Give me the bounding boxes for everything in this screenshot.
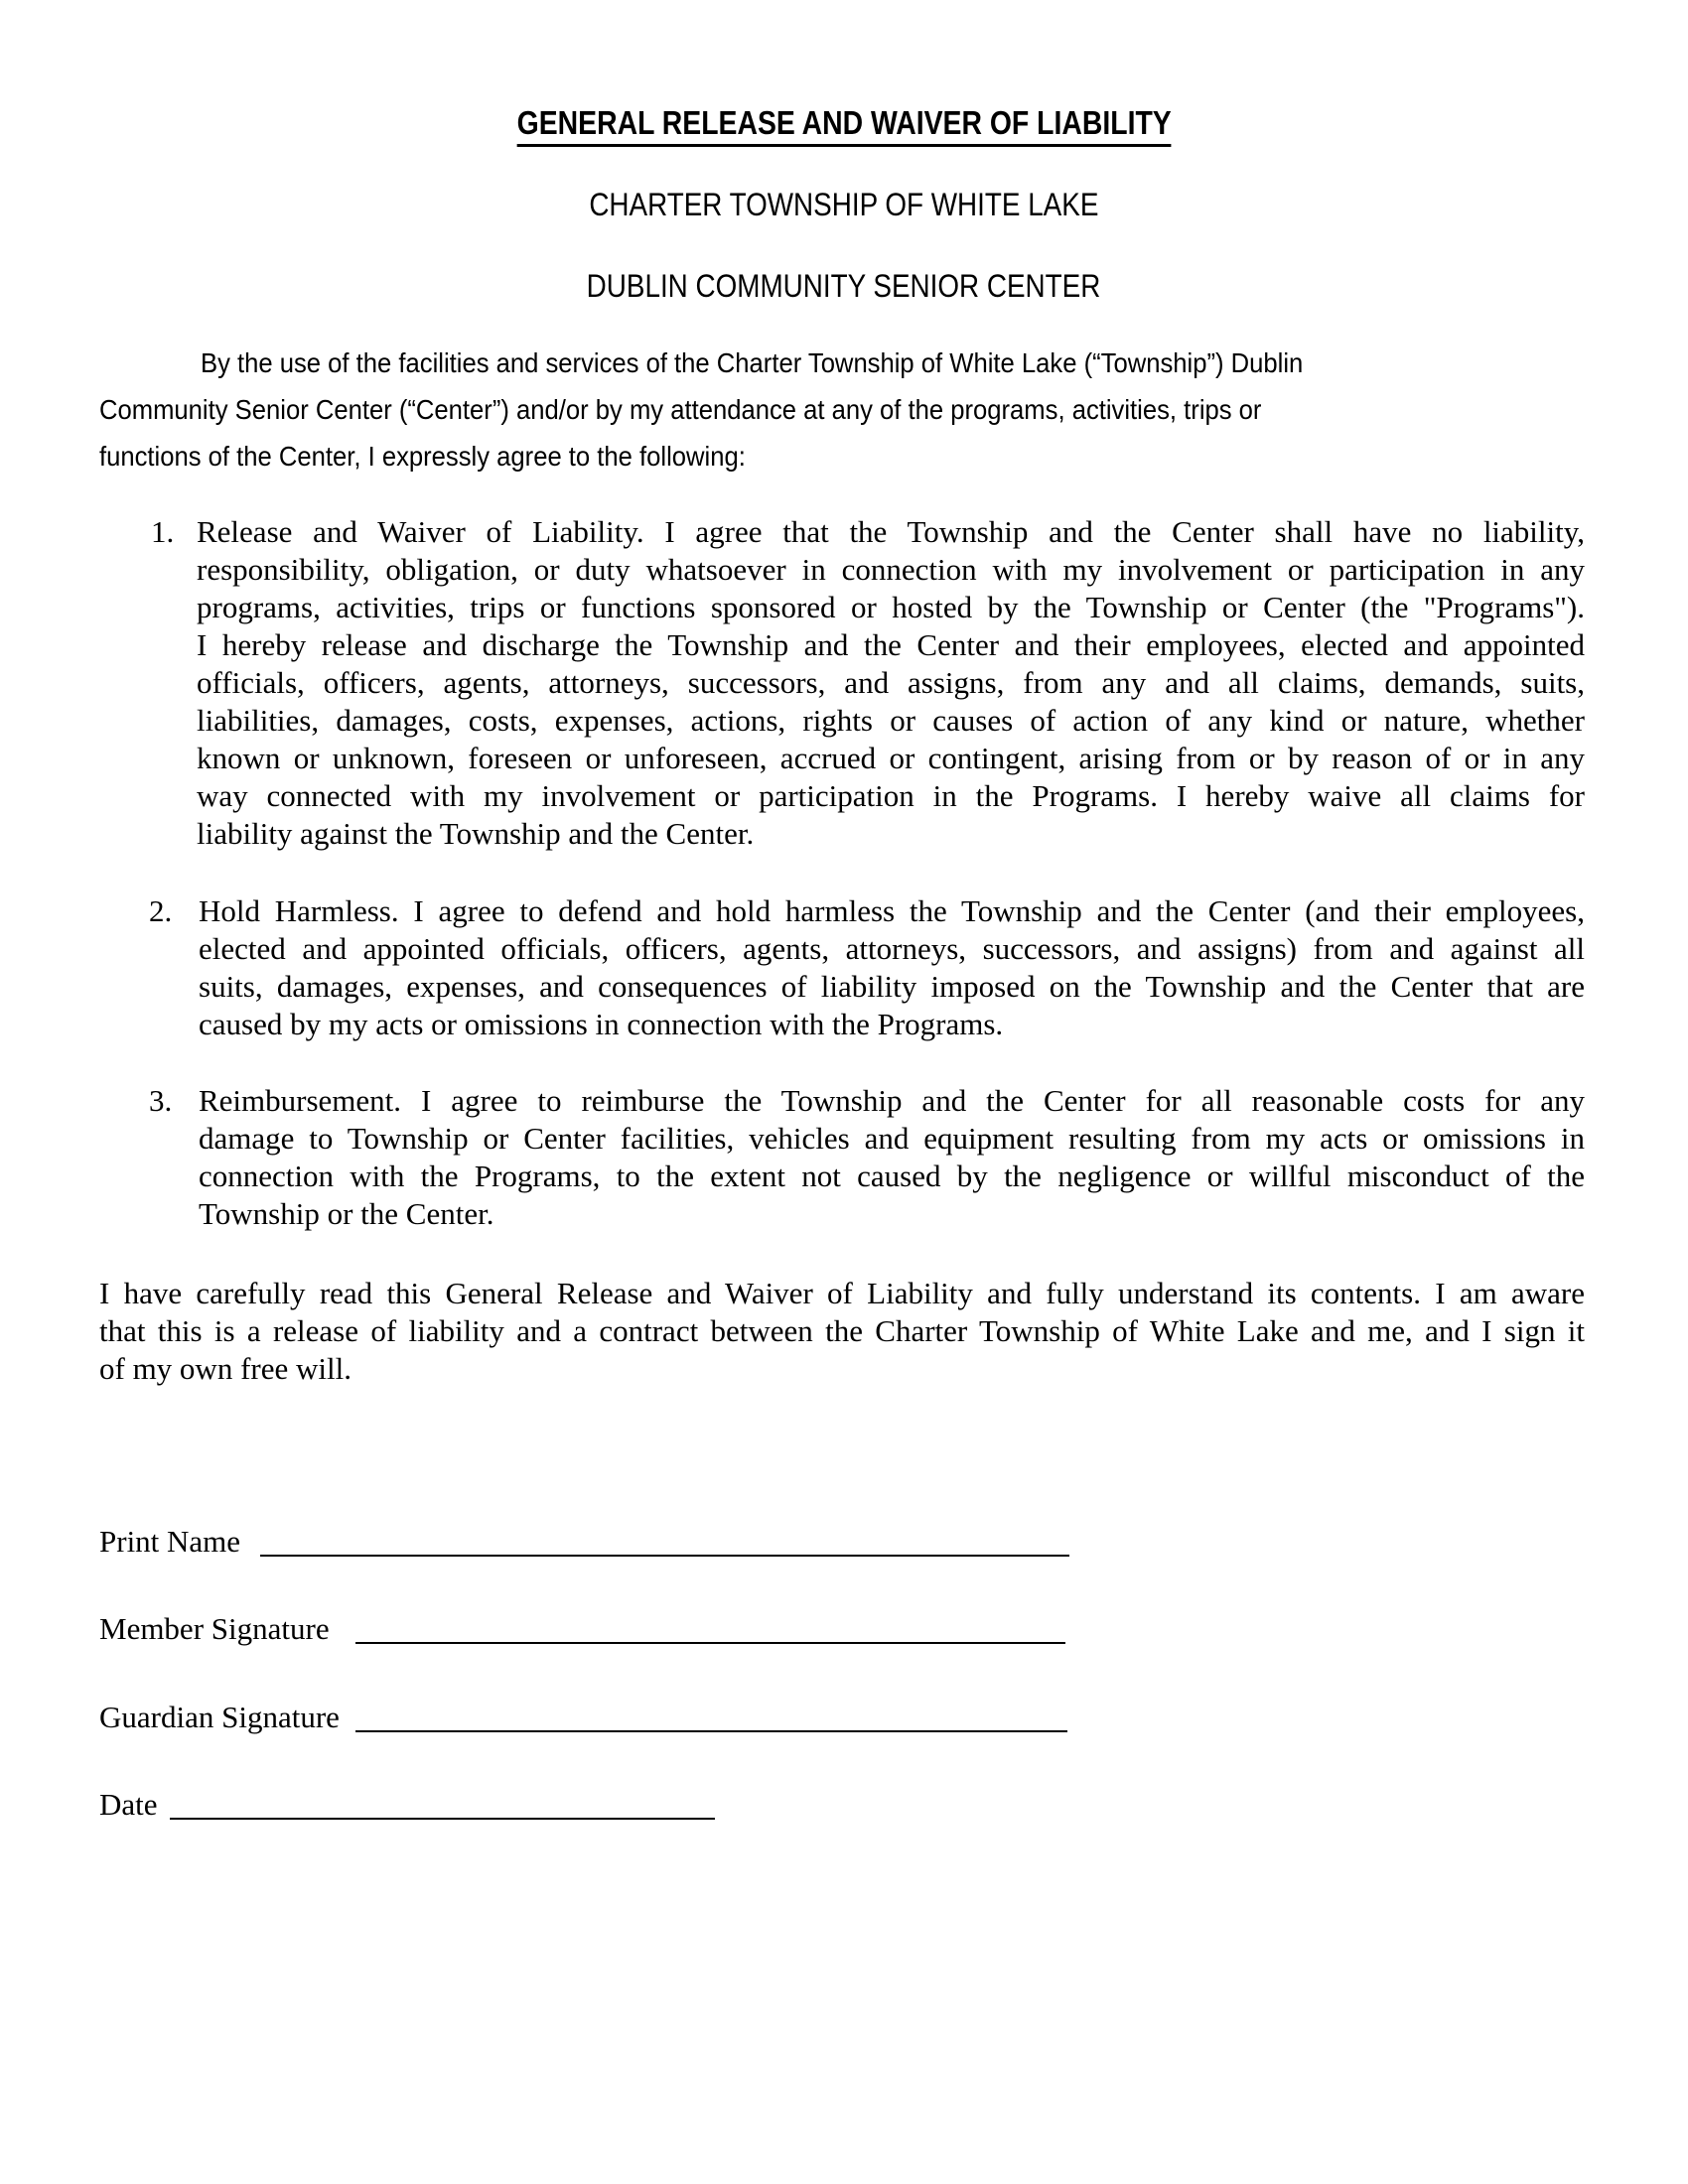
print-name-field[interactable] (99, 1521, 1072, 1561)
senior-center-heading: DUBLIN COMMUNITY SENIOR CENTER (587, 268, 1101, 304)
clause-line: elected and appointed officials, officers, agents, attorneys, successors, and assigns) from and against all (199, 931, 1585, 966)
intro-line: By the use of the facilities and services of the Charter Township of White Lake (“Township”) Dublin (201, 347, 1304, 378)
date-input-line[interactable] (170, 1818, 715, 1820)
intro-paragraph (99, 340, 1589, 488)
clause-line: officials, officers, agents, attorneys, successors, and assigns, from any and all claims, demands, suits, (197, 665, 1585, 700)
acknowledgement-line: that this is a release of liability and a contract between the Charter Township of White Lake and me, and I sign it (99, 1313, 1585, 1348)
township-heading: CHARTER TOWNSHIP OF WHITE LAKE (589, 187, 1099, 222)
clause-line: responsibility, obligation, or duty whatsoever in connection with my involvement or participation in any (197, 552, 1585, 587)
clause-line: Reimbursement. I agree to reimburse the Township and the Center for all reasonable costs for any (199, 1083, 1585, 1118)
clause-number: 3. (149, 1083, 173, 1118)
clause-number: 2. (149, 893, 173, 928)
clause-line: programs, activities, trips or functions sponsored or hosted by the Township or Center (the "Programs"). (197, 590, 1585, 624)
clause-number: 1. (151, 514, 175, 549)
clause-line: Release and Waiver of Liability. I agree that the Township and the Center shall have no liability, (197, 514, 1585, 549)
print-name-label: Print Name (99, 1524, 241, 1559)
clause-line: suits, damages, expenses, and consequences of liability imposed on the Township and the Center that are (199, 969, 1585, 1004)
member-signature-label: Member Signature (99, 1611, 330, 1646)
clause-line: known or unknown, foreseen or unforeseen, accrued or contingent, arising from or by reason of or in any (197, 741, 1585, 775)
clause-line: Township or the Center. (199, 1196, 494, 1231)
guardian-signature-label: Guardian Signature (99, 1700, 340, 1734)
clause-line: connection with the Programs, to the extent not caused by the negligence or willful misconduct of the (199, 1159, 1585, 1193)
date-label: Date (99, 1787, 158, 1822)
clause-line: damage to Township or Center facilities, vehicles and equipment resulting from my acts or omissions in (199, 1121, 1585, 1156)
document-title: GENERAL RELEASE AND WAIVER OF LIABILITY (0, 103, 1688, 147)
clause-line: liability against the Township and the Center. (197, 816, 755, 851)
intro-line: functions of the Center, I expressly agree to the following: (99, 441, 746, 472)
clause-line: caused by my acts or omissions in connection with the Programs. (199, 1007, 1004, 1041)
acknowledgement-line: I have carefully read this General Release and Waiver of Liability and fully understand its contents. I am aware (99, 1276, 1585, 1310)
print-name-input-line[interactable] (260, 1555, 1069, 1557)
member-signature-field[interactable] (99, 1608, 1072, 1648)
guardian-signature-field[interactable] (99, 1697, 1072, 1736)
clause-line: Hold Harmless. I agree to defend and hold harmless the Township and the Center (and their employees, (199, 893, 1585, 928)
intro-line: Community Senior Center (“Center”) and/or by my attendance at any of the programs, activities, trips or (99, 394, 1262, 425)
date-field[interactable] (99, 1784, 735, 1824)
acknowledgement-line: of my own free will. (99, 1351, 352, 1386)
clause-line: liabilities, damages, costs, expenses, actions, rights or causes of action of any kind or nature, whether (197, 703, 1585, 738)
member-signature-input-line[interactable] (355, 1642, 1065, 1644)
guardian-signature-input-line[interactable] (355, 1730, 1067, 1732)
clause-line: way connected with my involvement or participation in the Programs. I hereby waive all claims for (197, 778, 1585, 813)
clause-line: I hereby release and discharge the Township and the Center and their employees, elected and appointed (197, 627, 1585, 662)
